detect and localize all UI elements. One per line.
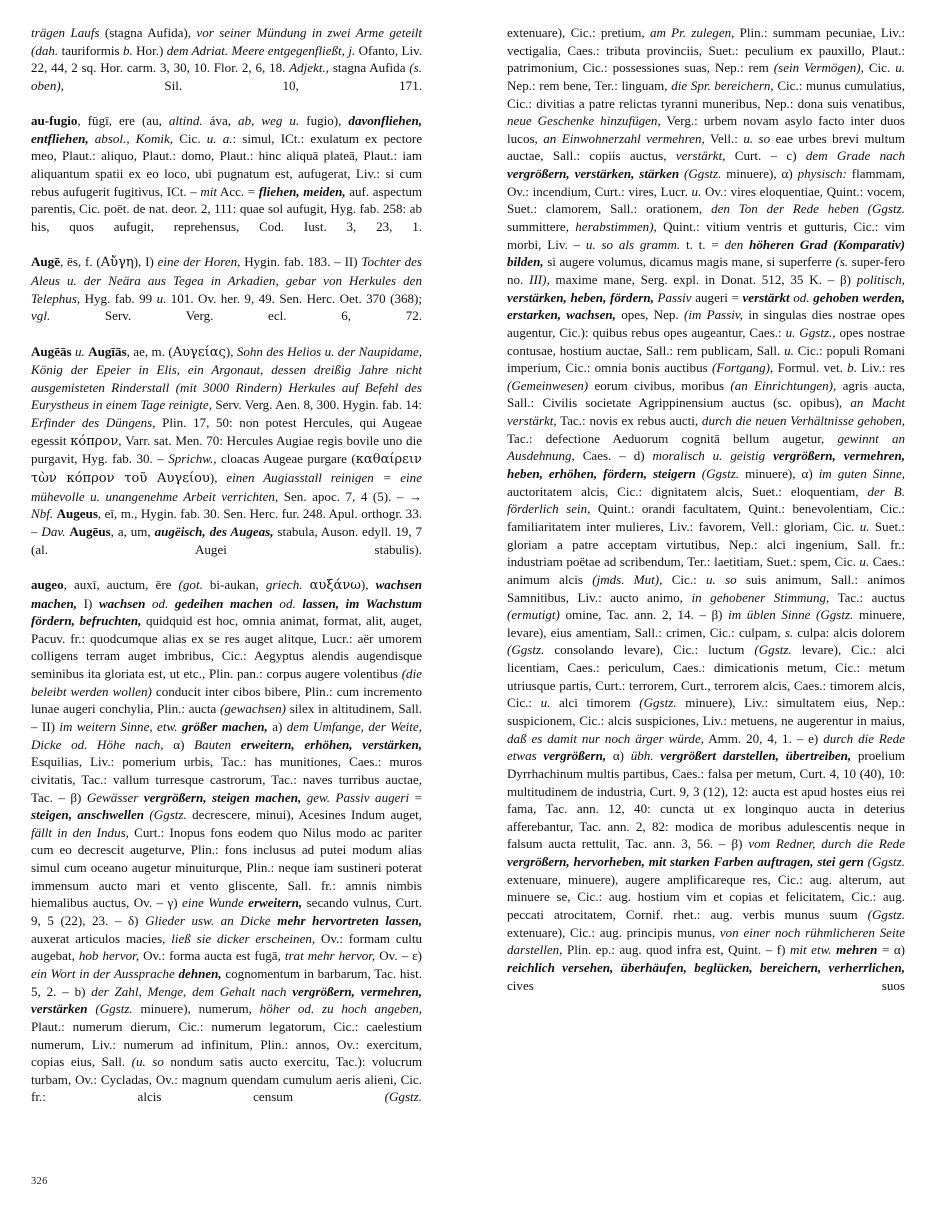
gloss-emphasis: dehnen, (178, 965, 222, 981)
citation-text: áva, (202, 113, 239, 129)
citation-text: Serv. Verg. Aen. 8, 300. Hygin. fab. 14: (211, 397, 422, 413)
citation-text: Suet.: gloriam a patre acceptam virtutibus, Nep.: alci ingenium, Sall. fr.: industriam poëtae ad scribendum, Ter.: laetitiam, Suet.: spem, Cic. (507, 518, 905, 570)
gloss-text: (jmds. Mut), (592, 571, 663, 587)
citation-text: Cic.: populi Romani imperium, Cic.: omnia bonis auctibus (507, 342, 905, 376)
citation-text: , ae, m. ( (126, 343, 173, 359)
citation-text: , Varr. sat. Men. 70: Hercules Augiae regis bovile uno die purgavit, Hyg. fab. 30. – (31, 432, 422, 467)
citation-text: ), (225, 343, 237, 359)
greek-text: κόπρον (70, 433, 119, 449)
gloss-text: der Zahl, Menge, dem Gehalt nach (91, 983, 293, 999)
gloss-text: am Pr. zulegen, (649, 25, 735, 40)
citation-text: in singulas dies nostrae opes augentur, Cic.): quibus rebus opes augeantur, Caes.: (507, 307, 905, 340)
gloss-text: ab, weg u. (238, 113, 300, 129)
gloss-text: (s. (835, 254, 849, 270)
gloss-text: Dav. (41, 523, 66, 539)
citation-text: Ov.: vires eloquentiae, Quint.: vocem, Suet.: clamorem, Sall.: orationem, (507, 183, 905, 217)
gloss-text: im weitern Sinne, etw. (59, 718, 182, 734)
gloss-text: (Ggstz. (149, 807, 187, 823)
right-column (507, 24, 905, 1124)
gloss-text: mit etw. (789, 942, 837, 958)
gloss-text: (an Einrichtungen), (730, 377, 837, 393)
gloss-text: (sein Vermögen), (773, 60, 864, 76)
citation-text: Plin.: summam pecuniae, Liv.: vectigalia, Caes.: tributa provinciis, Suet.: peculium ex pauxillo, Plaut.: patrimonium, Cic.: possessiones suas, Nep.: rem (507, 25, 905, 76)
gloss-emphasis: mehr hervortreten lassen, (277, 913, 423, 929)
citation-text: Formul. vet. (773, 360, 848, 376)
gloss-text: politisch, (856, 271, 905, 287)
gloss-text: (Ggstz. (639, 695, 677, 711)
gloss-text: (Ggstz. (507, 642, 545, 658)
greek-text: αυξάνω (309, 577, 361, 593)
gloss-text: absol., Komik, (88, 130, 174, 146)
citation-text: decrescere, minui), Acesines Indum auget, (186, 807, 422, 823)
citation-text: Tac.: defectione Aeduorum cognitā bellum augetur, (507, 430, 838, 446)
citation-text: Caes. – d) (574, 448, 653, 464)
citation-text: = α) (877, 942, 906, 958)
headword-text: Augēās (31, 343, 72, 359)
citation-text: Acc. = (217, 183, 259, 199)
gloss-text: u. (691, 183, 702, 199)
citation-text: α) (606, 748, 631, 764)
gloss-text: III), (529, 271, 550, 287)
gloss-text: höher od. zu hoch angeben, (259, 1001, 422, 1017)
gloss-text: physisch: (797, 166, 847, 182)
citation-text: Cic. (173, 130, 207, 146)
gloss-emphasis: wachsen machen, (31, 576, 423, 611)
gloss-emphasis: gedeihen machen (174, 595, 273, 611)
gloss-text: (die beleibt werden wollen) (31, 666, 422, 699)
gloss-text: vor seiner Mündung in zwei Arme geteilt (dah. (31, 25, 422, 58)
greek-text: Αυγείας (172, 344, 226, 360)
citation-text: Cic.: (662, 571, 706, 587)
citation-text: maxime mane, Serg. expl. in Donat. 512, 35 K. – β) (549, 271, 857, 287)
gloss-text: verstärkt, (675, 148, 726, 164)
gloss-text: übh. (630, 748, 661, 764)
gloss-text: ein Wort in der Aussprache (31, 965, 179, 981)
citation-text: Ov. – ε) (375, 948, 422, 964)
gloss-text: griech. (265, 576, 303, 592)
gloss-text: gewinnt an Ausdehnung, (507, 430, 905, 464)
dictionary-entry (31, 576, 422, 1124)
gloss-emphasis: wachsen (98, 595, 146, 611)
gloss-text: Sprichw., (168, 451, 217, 467)
headword-text: Augēus (69, 523, 111, 539)
gloss-text: herabstimmen), (575, 219, 657, 235)
citation-text: Caes.: animum alcis (507, 554, 906, 587)
gloss-text: trat mehr hervor, (284, 948, 376, 964)
citation-text: minuere), α) (721, 166, 798, 182)
gloss-text: b. (122, 42, 133, 58)
citation-text: bi-aukan, (202, 576, 266, 592)
gloss-text: an Macht verstärkt, (507, 395, 905, 429)
headword-text: Augīās (88, 343, 127, 359)
gloss-text: (Ggstz. (95, 1001, 133, 1017)
gloss-emphasis: vergrößern, verstärken, stärken (507, 166, 680, 182)
gloss-text: (im Passiv, (683, 307, 744, 323)
headword-text: Augeus (56, 506, 98, 522)
gloss-text: einen Augiasstall reinigen = eine mühevolle u. unangenehme Arbeit verrichten, (31, 470, 422, 504)
gloss-emphasis: erweitern, erhöhen, verstärken, (240, 736, 422, 752)
page-number: 326 (31, 1176, 48, 1187)
gloss-text: durch die neuen Verhältnisse gehoben, (701, 413, 905, 429)
gloss-text: ließ sie dicker erscheinen, (171, 930, 316, 946)
citation-text: Sil. 10, 171. (63, 77, 422, 93)
citation-text: flammam, Ov.: incendium, Curt.: vires, Lucr. (507, 166, 905, 199)
gloss-text: Tochter des Aleus u. der Neära aus Tegea in Arkadien, gebar von Herkules den Telephus, (31, 254, 422, 306)
citation-text: t. t. = (680, 236, 725, 252)
gloss-text: den Ton der Rede heben (Ggstz. (711, 201, 905, 217)
citation-text: agris aucta, Sall.: Civilis societate Agrippinensium auctus (sc. opibus), (507, 377, 906, 411)
citation-text: , auxī, auctum, ēre (63, 576, 179, 592)
gloss-text: neue Geschenke hinzufügen, (507, 113, 661, 129)
citation-text: Serv. Verg. ecl. 6, 72. (50, 308, 422, 324)
gloss-text: (ermutigt) (507, 607, 560, 623)
citation-text: Liv.: res (856, 360, 906, 376)
gloss-text: Bauten (194, 736, 241, 752)
citation-text: omine, Tac. ann. 2, 14. – β) (559, 607, 729, 623)
gloss-emphasis: lassen, im Wachstum fördern, befruchten, (31, 595, 423, 629)
citation-text: , a, um, (110, 523, 155, 539)
gloss-text: durch die Rede etwas (507, 730, 905, 764)
citation-text: , fūgī, ere (au, (77, 113, 169, 129)
citation-text: augeri = (691, 289, 743, 305)
gloss-text: im guten Sinne, (818, 466, 905, 482)
gloss-text: Nbf. (31, 506, 54, 522)
citation-text: tauriformis (58, 42, 123, 58)
gloss-emphasis: vergrößern, steigen machen, (143, 789, 302, 805)
gloss-text: vgl. (31, 308, 51, 324)
citation-text: extenuare), Cic.: pretium, (507, 25, 650, 40)
gloss-text: u. Ggstz., (785, 324, 836, 340)
gloss-text: (Gemeinwesen) (507, 377, 589, 393)
citation-text: suis animum, Sall.: animos Samnitibus, Liv.: aucto animo, (507, 571, 906, 605)
citation-text: quidquid est hoc, omnia animat, format, alit, auget, Pacuv. fr.: quodcumque alias ex se res auget alitque, Lucr.: aër umorem colligens terram auget imbribus, Cic.: Aegyptus alendis augendisque seminibus ita gloriata est, ut etc., Plin. pan.: corpus augere volentibus (31, 613, 422, 682)
gloss-emphasis: fliehen, meiden, (258, 183, 346, 199)
citation-text: Hyg. fab. 99 (80, 290, 157, 306)
citation-text: minuere), numerum, (132, 1001, 260, 1017)
citation-text: summittere, (507, 219, 576, 235)
citation-text: (stagna Aufida), (99, 25, 197, 40)
gloss-text: Gewässer (86, 789, 144, 805)
gloss-text: u. so (743, 130, 771, 146)
greek-text: Αὔγη (100, 255, 134, 271)
citation-text: Tac.: auctus (829, 589, 905, 605)
gloss-emphasis: vergrößern, (543, 748, 607, 764)
gloss-text: dem Umfange, der Weite, Dicke od. Höhe nach, (31, 718, 422, 752)
gloss-emphasis: steigen, anschwellen (31, 807, 145, 823)
citation-text: cloacas Augeae purgare ( (216, 451, 356, 467)
gloss-text: gew. Passiv augeri (301, 789, 410, 805)
gloss-text: vom Redner, durch die Rede (748, 836, 906, 852)
gloss-emphasis: vergrößert darstellen, übertreiben, (660, 748, 852, 764)
dictionary-entry (31, 112, 422, 253)
gloss-text: eine der Horen, (157, 254, 241, 270)
gloss-emphasis: verstärken, heben, fördern, (507, 289, 654, 305)
left-column (31, 24, 422, 1124)
citation-text: minuere), Liv.: simultatem eius, Nep.: suspicionem, Cic.: alcis suspiciones, Liv.: metuens, ne augerentur in maius, (507, 695, 905, 728)
citation-text: Nep.: rem bene, Ter.: linguam, (507, 77, 672, 93)
gloss-emphasis: verstärkt (742, 289, 790, 305)
gloss-text: u. (859, 518, 870, 534)
citation-text: secando vulnus, Curt. 9, 5 (22), 23. – δ) (31, 895, 423, 929)
citation-text: eorum civibus, moribus (588, 377, 731, 393)
citation-text: ), (360, 576, 376, 592)
citation-text: stagna Aufida (329, 60, 410, 76)
gloss-text: u. a. (206, 130, 233, 146)
gloss-text: od. (789, 289, 814, 305)
citation-text: α) (163, 736, 195, 752)
gloss-text: Erfinder des Düngens, (31, 415, 156, 431)
gloss-text: im üblen Sinne (Ggstz. (728, 607, 854, 623)
gloss-emphasis: größer machen, (181, 718, 268, 734)
gloss-text: (Fortgang), (712, 360, 774, 376)
citation-text: Hor.) (132, 42, 167, 58)
gloss-text: (Ggstz. (701, 466, 740, 482)
entry-continuation (31, 24, 422, 112)
citation-text: Plin. 17, 50: non potest Hercules, qui Augeae egessit (31, 415, 422, 448)
citation-text: Curt. – c) (725, 148, 806, 164)
citation-text: Ofanto, Liv. 22, 44, 2 sq. Hor. carm. 3, 30, 10. Flor. 2, 6, 18. (31, 42, 423, 76)
gloss-text: b. (847, 360, 857, 376)
gloss-text: Glieder usw. an Dicke (145, 913, 278, 929)
gloss-text: (got. (178, 576, 203, 592)
gloss-text: an Einwohnerzahl vermehren, (543, 130, 705, 146)
headword-text: au-fugio (31, 113, 78, 129)
gloss-text: dem Grade nach (805, 148, 905, 164)
citation-text: Plin. ep.: aug. quod infra est, Quint. – f) (562, 942, 790, 958)
gloss-text: trägen Laufs (31, 25, 100, 40)
citation-text: 101. Ov. her. 9, 49. Sen. Herc. Oet. 370 (368); (166, 290, 422, 306)
gloss-emphasis: davonfliehen, entfliehen, (31, 113, 422, 146)
gloss-text: u. so als gramm. (585, 236, 681, 252)
gloss-text: dem Adriat. Meere entgegenfließt, j. (166, 42, 356, 58)
citation-text: Ov.: formam cultu augebat, (31, 930, 422, 964)
gloss-emphasis: vergrößern, vermehren, heben, erhöhen, fördern, steigern (507, 448, 905, 482)
citation-text: ), (209, 470, 227, 486)
gloss-text: u. (895, 60, 905, 76)
citation-text: culpa: alcis dolorem (793, 624, 905, 640)
gloss-text: (Ggstz. (384, 1089, 422, 1105)
citation-text: Quint.: vitium ventris et gutturis, Cic.: vim morbi, Liv. – (507, 219, 905, 252)
citation-text: Ov.: forma aucta est fugā, (139, 948, 285, 964)
citation-text: minuere, levare), eius amentiam, Sall.: crimen, Cic.: culpam, (507, 607, 905, 640)
citation-text: opes nostrae contusae, hostium auctae, Sall.: rem publicam, Sall. (507, 324, 905, 358)
citation-text: silex in altitudinem, Sall. – II) (31, 701, 422, 734)
gloss-text: od. (272, 595, 303, 611)
gloss-text: u. (540, 695, 551, 711)
gloss-text: in gehobener Stimmung, (691, 589, 830, 605)
citation-text: Amm. 20, 4, 1. – e) (704, 730, 824, 746)
gloss-text: altind. (168, 113, 203, 129)
gloss-text: (Ggstz. (754, 642, 792, 658)
citation-text: , ēs, f. ( (60, 254, 101, 270)
citation-text: ), I) (133, 254, 158, 270)
gloss-text: u. so (706, 571, 737, 587)
gloss-text: (u. so (131, 1054, 164, 1070)
citation-text: stabula, Auson. edyll. 19, 7 (al. Augei stabulis). (31, 523, 422, 557)
citation-text: a) (267, 718, 287, 734)
gloss-text: Passiv (657, 289, 692, 305)
gloss-text: s. (784, 624, 794, 640)
gloss-text: (gewachsen) (220, 701, 286, 717)
gloss-emphasis: vergrößern, hervorheben, mit starken Farben auftragen, stei gern (507, 854, 864, 870)
citation-text: auf. aspectum parentis, Cic. poët. de nat. deor. 2, 111: quae sol aufugit, Hyg. fab. 258: ab his, quos aufugit, reprehensus, Cod. Iust. 3, 23, 1. (31, 183, 422, 235)
gloss-text: daß es damit nur noch ärger würde, (507, 730, 705, 746)
gloss-emphasis: vergrößern, vermehren, verstärken (31, 983, 422, 1017)
citation-text: extenuare), Cic.: aug. principis munus, (507, 924, 720, 940)
citation-text: Quint.: orandi facultatem, Quint.: benevolentiam, Cic.: familiaritatem inter mulieres, Liv.: favorem, Vell.: gloriam, Cic. (507, 501, 905, 534)
headword-text: Augē (31, 254, 60, 270)
citation-text: Curt.: Inopus fons eodem quo Nilus modo ac pariter cum eo decrescit augeturve, Plin.: fons inclusus ad putei modum alias simul cum oceano augetur minuiturque, Plin.: neque iam sustineri poterat immensum aucto mari et vento gliscente, Sall. fr.: amnis nimbis hiemalibus auctus, Ov. – γ) (31, 824, 422, 911)
gloss-text: eine Wunde (182, 895, 249, 911)
dictionary-entry (31, 253, 422, 342)
gloss-text: od. (145, 595, 175, 611)
citation-text: levare), Cic.: alci licentiam, Caes.: periculum, Caes.: dimicationis metum, Cic.: metum utriusque partis, Curt.: terrorem, Curt., terrorem alcis, Caes.: timorem alcis, Cic.: (507, 642, 906, 711)
citation-text: si augere volumus, dicamus magis mane, si superferre (543, 254, 836, 270)
citation-text: alci timorem (550, 695, 640, 711)
citation-text: Cic.: munus cumulatius, Cic.: divitias a patre relictas tyranni muneribus, Nep.: dona suis venatibus, (507, 77, 905, 111)
citation-text: Tac.: novis ex rebus aucti, (556, 413, 702, 429)
dictionary-entry (31, 343, 422, 576)
entry-continuation (507, 24, 905, 1012)
headword-text: augeo (31, 576, 64, 592)
gloss-text: Adjekt., (289, 60, 330, 76)
gloss-emphasis: augëisch, des Augeas, (154, 523, 274, 539)
citation-text: Sen. apoc. 7, 4 (5). – → (278, 488, 422, 504)
citation-text (303, 577, 310, 592)
gloss-text: den (724, 236, 750, 252)
two-column-body (31, 24, 905, 1124)
citation-text: cognomentum in barbarum, Tac. hist. 5, 2. – b) (31, 965, 422, 999)
gloss-text: der B. förderlich sein, (507, 483, 906, 517)
gloss-text: mit (200, 183, 218, 199)
gloss-text: (Ggstz. (867, 854, 905, 870)
gloss-text: fällt in den Indus, (31, 824, 129, 840)
citation-text: consolando levare), Cic.: luctum (544, 642, 755, 658)
citation-text: Plaut.: numerum dierum, Cic.: numerum legatorum, Cic.: caelestium numerum, Liv.: numerum ad infinitum, Plin.: annos, Ov.: exercitum, copias eius, Sall. (31, 1018, 422, 1070)
gloss-emphasis: gehoben werden, erstarken, wachsen, (507, 289, 905, 323)
gloss-text: von einer noch rühmlicheren Seite darstellen, (507, 924, 906, 958)
gloss-text: die Spr. bereichern, (671, 77, 774, 93)
citation-text: Esquilias, Liv.: pomerium urbis, Tac.: has munitiones, Caes.: muros civitatis, Tac.: vallum turresque castrorum, Tac.: naves turribus auctae, Tac. – β) (31, 754, 422, 805)
citation-text: super-fero no. (507, 254, 906, 287)
citation-text: auctoritatem alcis, Cic.: dignitatem alcis, Suet.: eloquentiam, (507, 483, 868, 499)
gloss-text: (Ggstz. (684, 166, 722, 182)
citation-text: Hygin. fab. 183. – II) (240, 254, 362, 270)
citation-text: : simul, ICt.: exulatum ex pectore meo, Plaut.: aliquo, Plaut.: domo, Plaut.: hinc aliquā plateā, Plaut.: iam aliquantum spatii ex eo loco, ubi pugnatum est, aufugerat, Liv.: si cum rebus aufugerit fugitivus, ICt. – (31, 130, 422, 199)
citation-text: cives suos (507, 977, 905, 993)
gloss-text: hob hervor, (78, 948, 140, 964)
gloss-emphasis: mehren (836, 942, 878, 958)
citation-text: Verg.: urbem novam asylo facto inter duos lucos, (507, 113, 905, 146)
citation-text: I) (77, 595, 99, 611)
citation-text: , eī, m., Hygin. fab. 30. Sen. Herc. fur. 248. Apul. orthogr. 33. – (31, 506, 422, 539)
greek-text: καθαίρειν τὼν κόπρον τοῦ Αυγείου (31, 452, 422, 487)
citation-text: = (409, 789, 422, 805)
gloss-text: u. (156, 290, 167, 306)
citation-text: eae urbes brevi multum auctae, Sall.: copiis auctus, (507, 130, 905, 164)
gloss-text: (s. oben), (31, 60, 422, 93)
citation-text: opes, Nep. (615, 307, 684, 323)
gloss-text: u. (71, 343, 89, 359)
citation-text: Vell.: (704, 130, 744, 146)
gloss-text: u. (859, 554, 870, 570)
citation-text: Cic. (863, 60, 896, 76)
citation-text: nondum satis aucto exercitu, Tac.): volucrum turbam, Ov.: Cycladas, Ov.: magnum quendam cumulum aeris alieni, Cic. fr.: alcis censum (31, 1054, 422, 1105)
citation-text: auxerat articulos macies, (31, 930, 172, 946)
citation-text: fugio), (299, 113, 349, 129)
gloss-text: Sohn des Helios u. der Naupidame, König der Epeier in Elis, ein Argonaut, dessen dreißig Jahre nicht ausgemisteten Rinderstall (mit 3000 Rindern) Herkules auf Befehl des Eurystheus in einem Tage reinigte, (31, 343, 423, 413)
gloss-text: u. (784, 342, 794, 358)
gloss-text: moralisch u. geistig (652, 448, 774, 464)
citation-text: proelium Dyrrhachinum multis partibus, Caes.: falsa per metum, Curt. 4, 10 (40), 10: multitudinem de industria, Curt. 9, 3 (12), 12: aucta est apud hostes eius rei fama, Tac. ann. 12, 40: cuncta ut ex longinquo aucta in deterius afferebantur, Tac. ann. 2, 82: modica de moribus adulescentis neque in falsum aucta rettulit, Tac. ann. 3, 56. – β) (507, 748, 905, 852)
gloss-emphasis: höheren Grad (Komparativ) bilden, (507, 236, 905, 270)
citation-text: minuere), α) (739, 466, 819, 482)
citation-text: conducit inter cibos bibere, Plin.: cum incremento lunae augeri conchylia, Plin.: aucta (31, 683, 422, 717)
gloss-emphasis: reichlich versehen, überhäufen, beglücken, bereichern, verherrlichen, (507, 959, 905, 975)
gloss-emphasis: erweitern, (248, 895, 303, 911)
citation-text: extenuare, minuere), augere amplificareque res, Cic.: aug. alterum, aut minuere se, Cic.: aug. hostium vim et copias et felicitatem, Cic.: aug. peccati atrocitatem, Cornif. rhet.: aug. verbis munus suum (507, 871, 905, 923)
gloss-text: (Ggstz. (867, 907, 905, 923)
